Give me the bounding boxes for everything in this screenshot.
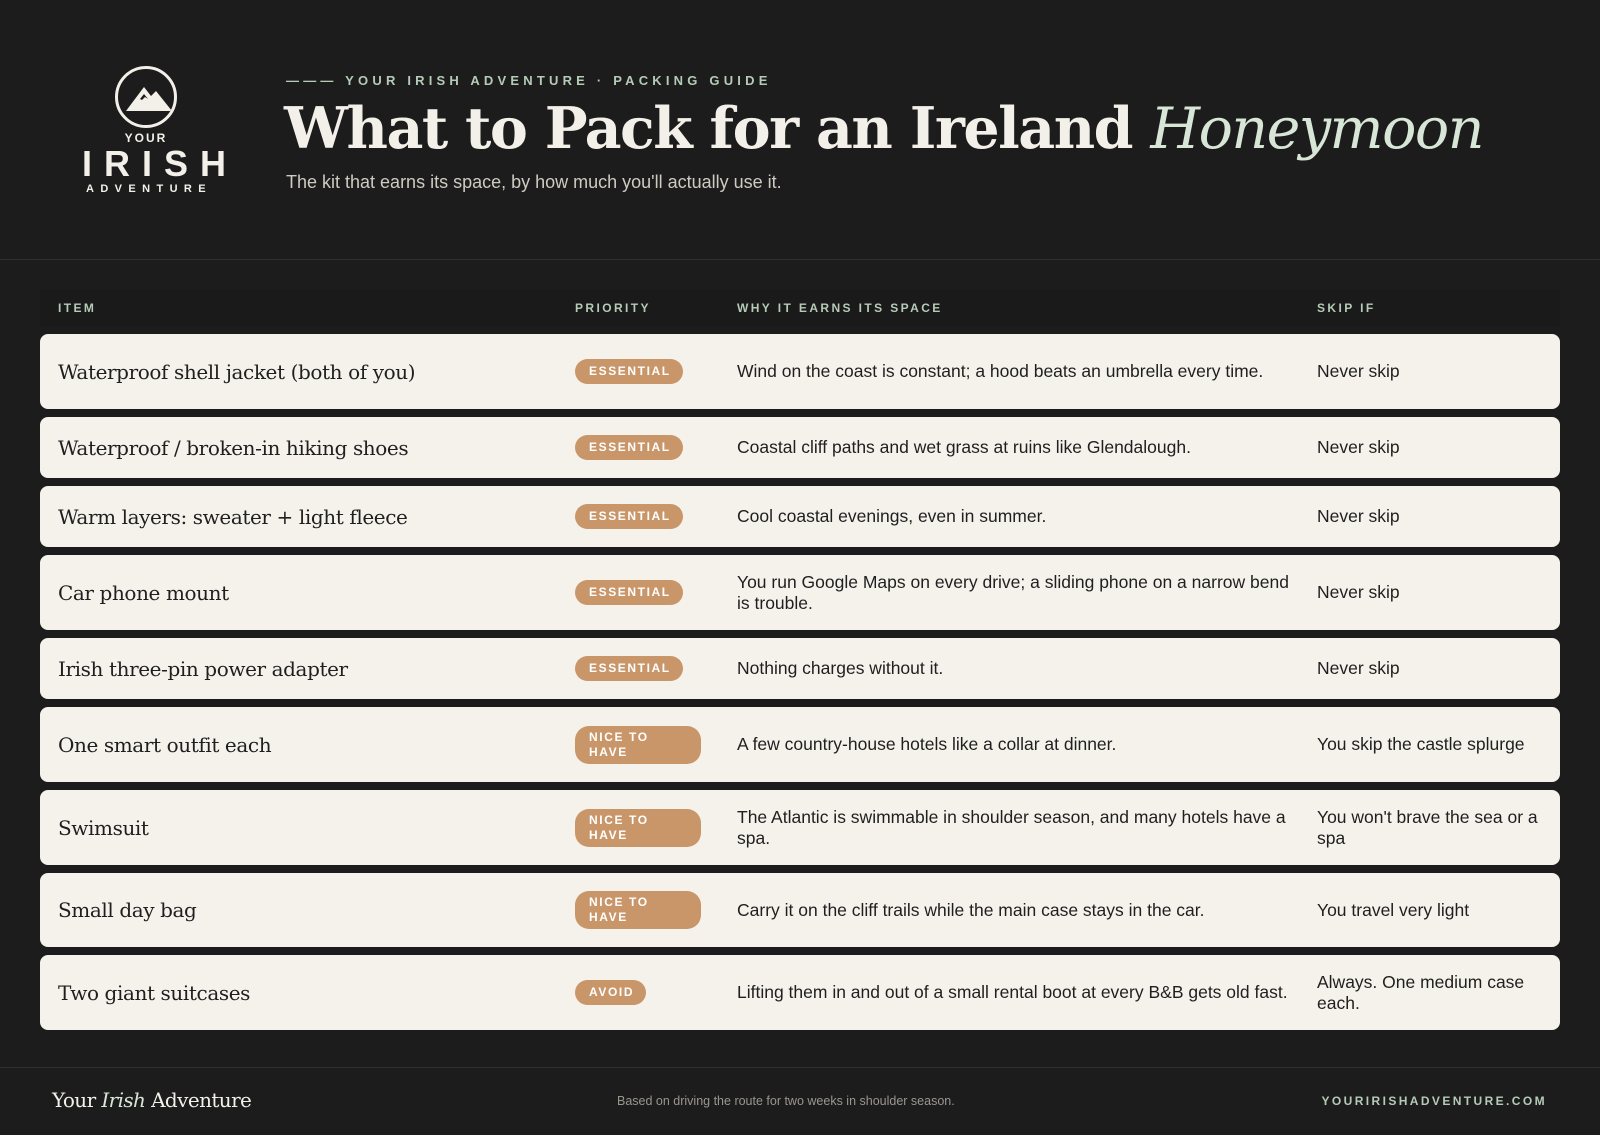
logo-text-adventure: ADVENTURE — [85, 183, 213, 195]
priority-cell — [575, 334, 725, 409]
why-text: Nothing charges without it. — [737, 658, 944, 678]
table-row — [40, 873, 1560, 947]
footer-brand-adventure: Adventure — [145, 1088, 252, 1112]
priority-cell — [575, 555, 725, 630]
logo-text-your: YOUR — [124, 131, 168, 145]
priority-cell — [575, 638, 725, 699]
why-text: Wind on the coast is constant; a hood beats an umbrella every time. — [737, 361, 1264, 381]
priority-badge: ESSENTIAL — [575, 580, 683, 605]
why-text: Cool coastal evenings, even in summer. — [737, 506, 1047, 526]
skip-if-text: Never skip — [1317, 361, 1400, 381]
item-name: Warm layers: sweater + light fleece — [58, 504, 408, 529]
skip-if-text: You skip the castle splurge — [1317, 734, 1525, 754]
item-name: Irish three-pin power adapter — [58, 656, 348, 681]
priority-badge: NICE TO HAVE — [575, 809, 701, 847]
why-text: Carry it on the cliff trails while the main case stays in the car. — [737, 899, 1205, 920]
skip-if-text: You travel very light — [1317, 899, 1470, 920]
priority-badge: NICE TO HAVE — [575, 891, 701, 929]
priority-cell — [575, 790, 725, 865]
why-text: You run Google Maps on every drive; a sliding phone on a narrow bend is trouble. — [737, 571, 1289, 613]
table-header — [40, 289, 1560, 327]
item-name: One smart outfit each — [58, 732, 272, 757]
priority-badge: ESSENTIAL — [575, 656, 683, 681]
skip-if-text: Never skip — [1317, 506, 1400, 526]
logo-text-irish: IRISH — [82, 143, 239, 184]
priority-cell — [575, 417, 725, 478]
eyebrow-label: ——— YOUR IRISH ADVENTURE · PACKING GUIDE — [286, 73, 772, 88]
footer-brand-irish: Irish — [101, 1088, 146, 1112]
item-name: Car phone mount — [58, 580, 229, 605]
table-row — [40, 555, 1560, 630]
priority-badge: NICE TO HAVE — [575, 726, 701, 764]
footer-brand[interactable] — [52, 1088, 251, 1112]
table-row — [40, 638, 1560, 699]
page-header — [0, 0, 1600, 260]
page-subtitle: The kit that earns its space, by how much you'll actually use it. — [286, 172, 782, 192]
skip-if-text: You won't brave the sea or a spa — [1317, 806, 1538, 848]
footer-note: Based on driving the route for two weeks in shoulder season. — [617, 1094, 955, 1108]
column-header-why: WHY IT EARNS ITS SPACE — [737, 301, 943, 315]
column-header-skip: SKIP IF — [1317, 301, 1376, 315]
table-row — [40, 486, 1560, 547]
page-title-main: What to Pack for an Ireland — [284, 95, 1151, 162]
priority-cell — [575, 955, 725, 1030]
item-name: Two giant suitcases — [58, 980, 251, 1005]
column-header-priority: PRIORITY — [575, 301, 651, 315]
table-row — [40, 955, 1560, 1030]
table-row — [40, 417, 1560, 478]
priority-cell — [575, 486, 725, 547]
why-text: The Atlantic is swimmable in shoulder season, and many hotels have a spa. — [737, 806, 1286, 848]
item-name: Small day bag — [58, 898, 197, 922]
skip-if-text: Never skip — [1317, 582, 1400, 602]
item-name: Swimsuit — [58, 815, 149, 840]
page-footer — [0, 1067, 1600, 1135]
brand-logo[interactable] — [70, 66, 239, 196]
table-row — [40, 707, 1560, 782]
why-text: Lifting them in and out of a small rental boot at every B&B gets old fast. — [737, 982, 1288, 1002]
priority-badge: AVOID — [575, 980, 646, 1005]
skip-if-text: Never skip — [1317, 437, 1400, 457]
item-name: Waterproof / broken-in hiking shoes — [58, 435, 409, 460]
skip-if-text: Never skip — [1317, 658, 1400, 678]
priority-cell — [575, 707, 725, 782]
mountain-icon — [115, 66, 177, 128]
item-name: Waterproof shell jacket (both of you) — [58, 359, 416, 384]
priority-badge: ESSENTIAL — [575, 504, 683, 529]
footer-url-link[interactable]: YOURIRISHADVENTURE.COM — [1321, 1094, 1547, 1108]
table-row — [40, 334, 1560, 409]
why-text: A few country-house hotels like a collar at dinner. — [737, 734, 1117, 754]
skip-if-text: Always. One medium case each. — [1317, 971, 1525, 1013]
footer-brand-your: Your — [52, 1088, 102, 1112]
page-title — [284, 95, 1483, 162]
priority-badge: ESSENTIAL — [575, 435, 683, 460]
column-header-item: ITEM — [58, 301, 97, 315]
why-text: Coastal cliff paths and wet grass at ruins like Glendalough. — [737, 437, 1191, 457]
priority-badge: ESSENTIAL — [575, 359, 683, 384]
table-row — [40, 790, 1560, 865]
page-title-accent: Honeymoon — [1150, 96, 1483, 162]
priority-cell — [575, 873, 725, 947]
